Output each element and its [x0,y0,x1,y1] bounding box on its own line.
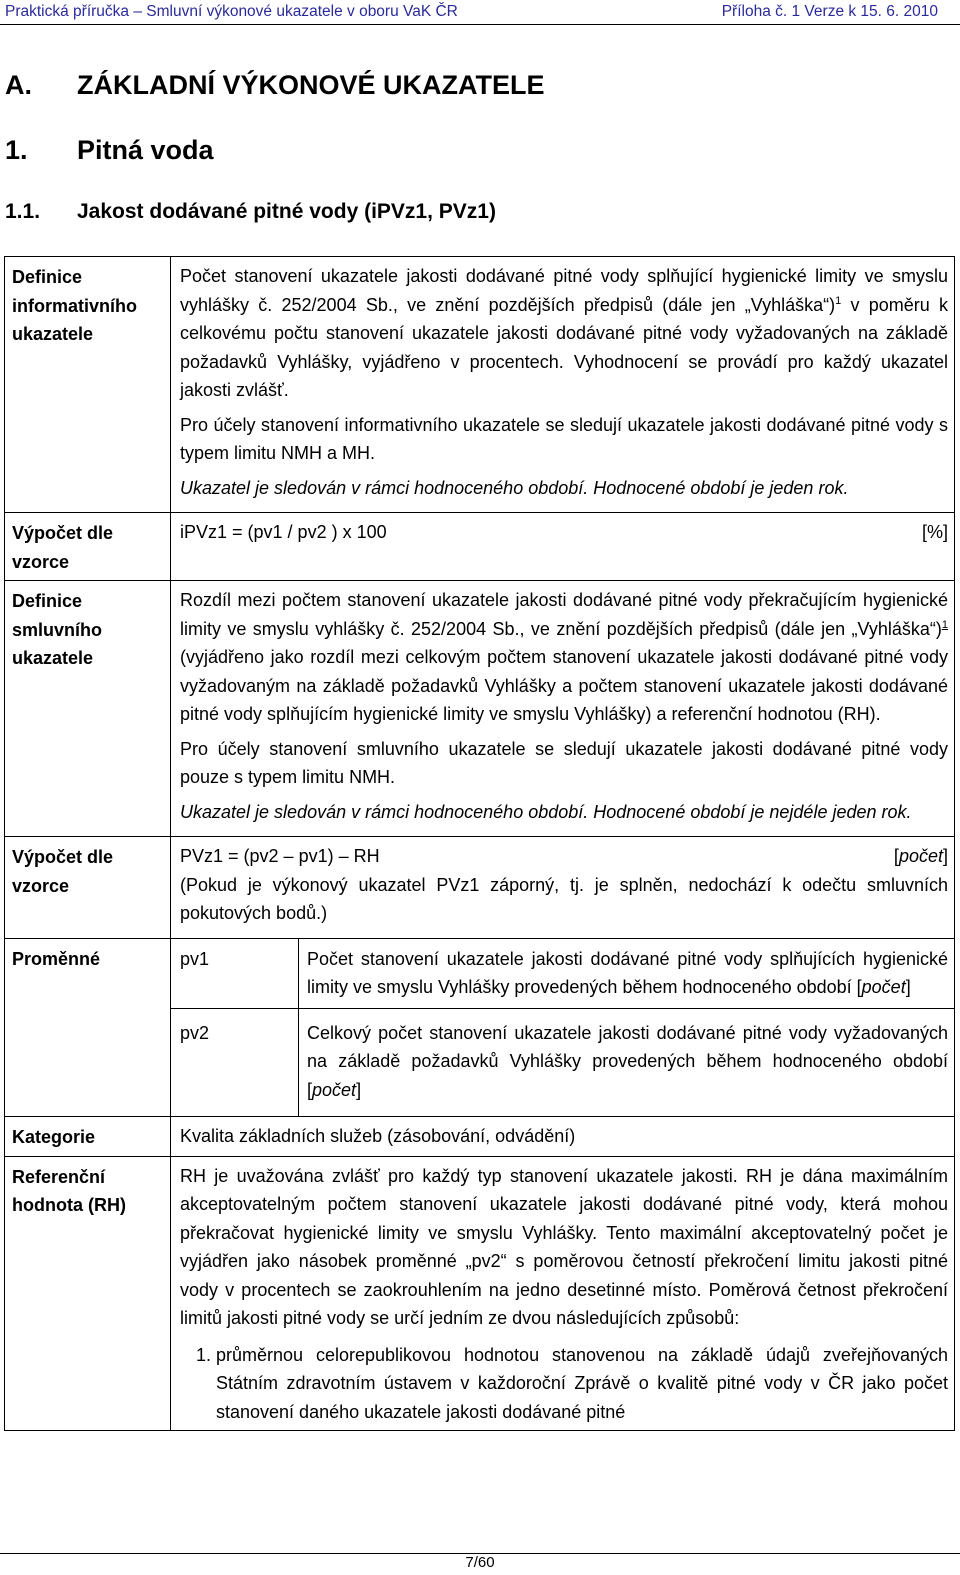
def-contract-p1b: (vyjádřeno jako rozdíl mezi celkovým počtem stanovení ukazatele jakosti dodávané pitné vody vyžadovaným na základě požadavků Vyhlášky a počtem stanovení ukazatele jakosti dodávané pitné vody splňujícím hygienické limity ve smyslu Vyhlášky) a referenční hodnotou (RH). [180,647,948,724]
row-ref [5,1156,955,1431]
formula-pvz1-note: (Pokud je výkonový ukazatel PVz1 záporný, tj. je splněn, nedochází k odečtu smluvních pokutových bodů.) [180,874,948,923]
formula-pvz1-text: PVz1 = (pv2 – pv1) – RH [180,846,380,866]
heading-1 [5,70,545,101]
page-number: 7/60 [0,1553,960,1571]
vars-cell [171,938,955,1117]
vars-table [171,939,954,1117]
def-info-p1b: v poměru k celkovému počtu stanovení ukazatele jakosti dodávané pitné vody vyžadovaných na základě požadavků Vyhlášky, vyjádřeno v procentech. Vyhodnocení se provádí pro každý ukazatel jakosti zvlášť. [180,294,948,400]
row-vars [5,938,955,1117]
formula-pvz1 [180,842,948,871]
label-calc-2: Výpočet dle vzorce [5,837,171,939]
def-info-p2: Pro účely stanovení informativního ukazatele se sledují ukazatele jakosti dodávané pitné vody s typem limitu NMH a MH. [180,414,948,463]
var-desc: Počet stanovení ukazatele jakosti dodávané pitné vody splňujících hygienické limity ve smyslu Vyhlášky provedených během hodnoceného období [počet] [299,939,955,1009]
indicator-table [4,256,955,1431]
ref-methods-list [180,1341,948,1427]
heading-1-text: ZÁKLADNÍ VÝKONOVÉ UKAZATELE [77,70,545,100]
formula-ipvz1 [180,518,948,571]
formula-ipvz1-text: iPVz1 = (pv1 / pv2 ) x 100 [180,522,387,542]
def-info-p1 [180,262,948,405]
text-ref [171,1156,955,1431]
text-def-info [171,257,955,513]
text-category: Kvalita základních služeb (zásobování, odvádění) [171,1117,955,1157]
row-calc-2 [5,837,955,939]
label-vars: Proměnné [5,938,171,1117]
label-calc-1: Výpočet dle vzorce [5,513,171,581]
row-category [5,1117,955,1157]
def-contract-p1 [180,586,948,729]
label-ref: Referenční hodnota (RH) [5,1156,171,1431]
text-calc-1 [171,513,955,581]
heading-2-text: Pitná voda [77,135,214,165]
heading-2 [5,135,214,166]
header-left: Praktická příručka – Smluvní výkonové ukazatele v oboru VaK ČR [5,3,458,20]
header-right: Příloha č. 1 Verze k 15. 6. 2010 [721,3,938,20]
footnote-ref: 1 [941,618,948,631]
def-contract-p2: Pro účely stanovení smluvního ukazatele se sledují ukazatele jakosti dodávané pitné vody pouze s typem limitu NMH. [180,738,948,787]
footnote-ref: 1 [835,294,842,307]
heading-2-number: 1. [5,135,28,165]
formula-pvz1-unit: [počet] [893,846,948,866]
var-desc: Celkový počet stanovení ukazatele jakosti dodávané pitné vody vyžadovaných na základě požadavků Vyhlášky provedených během hodnoceného období [počet] [299,1008,955,1116]
label-def-info: Definice informativního ukazatele [5,257,171,513]
label-category: Kategorie [5,1117,171,1157]
heading-3-text: Jakost dodávané pitné vody (iPVz1, PVz1) [77,200,496,223]
formula-ipvz1-unit: [%] [921,522,948,542]
var-name: pv2 [180,1022,210,1043]
label-def-contract: Definice smluvního ukazatele [5,581,171,837]
row-calc-1 [5,513,955,581]
running-header [0,0,960,25]
row-def-contract [5,581,955,837]
def-contract-p1a: Rozdíl mezi počtem stanovení ukazatele jakosti dodávané pitné vody překračujícím hygienické limity ve smyslu vyhlášky č. 252/2004 Sb., ve znění pozdějších předpisů (dále jen „Vyhláška“) [180,590,948,639]
text-calc-2 [171,837,955,939]
heading-3-number: 1.1. [5,200,41,223]
var-row-pv1 [171,939,954,1009]
heading-1-number: A. [5,70,32,100]
def-info-p3: Ukazatel je sledován v rámci hodnoceného období. Hodnocené období je jeden rok. [180,477,849,498]
var-row-pv2 [171,1008,954,1116]
row-def-info [5,257,955,513]
def-contract-p3: Ukazatel je sledován v rámci hodnoceného období. Hodnocené období je nejdéle jeden rok. [180,801,912,822]
text-def-contract [171,581,955,837]
var-name: pv1 [171,939,299,1009]
heading-3 [5,200,496,224]
ref-p1: RH je uvažována zvlášť pro každý typ stanovení ukazatele jakosti. RH je dána maximálním akceptovatelným počtem stanovení ukazatele jakosti dodávané pitné vody, která mohou překračovat hygienické limity ve smyslu Vyhlášky. Tento maximální akceptovatelný počet je vyjádřen jako násobek proměnné „pv2“ s poměrovou četností překročení limitu jakosti pitné vody v procentech se zaokrouhlením na jedno desetinné místo. Poměrová četnost překročení limitů jakosti pitné vody se určí jedním ze dvou následujících způsobů: [180,1165,948,1328]
def-info-p1a: Počet stanovení ukazatele jakosti dodávané pitné vody splňující hygienické limity ve smyslu vyhlášky č. 252/2004 Sb., ve znění pozdějších předpisů (dále jen „Vyhláška“) [180,266,948,315]
ref-method-1: 1. průměrnou celorepublikovou hodnotou stanovenou na základě údajů zveřejňovaných Státním zdravotním ústavem v každoroční Zprávě o kvalitě pitné vody v ČR jako počet stanovení daného ukazatele jakosti dodávané pitné [216,1341,948,1427]
